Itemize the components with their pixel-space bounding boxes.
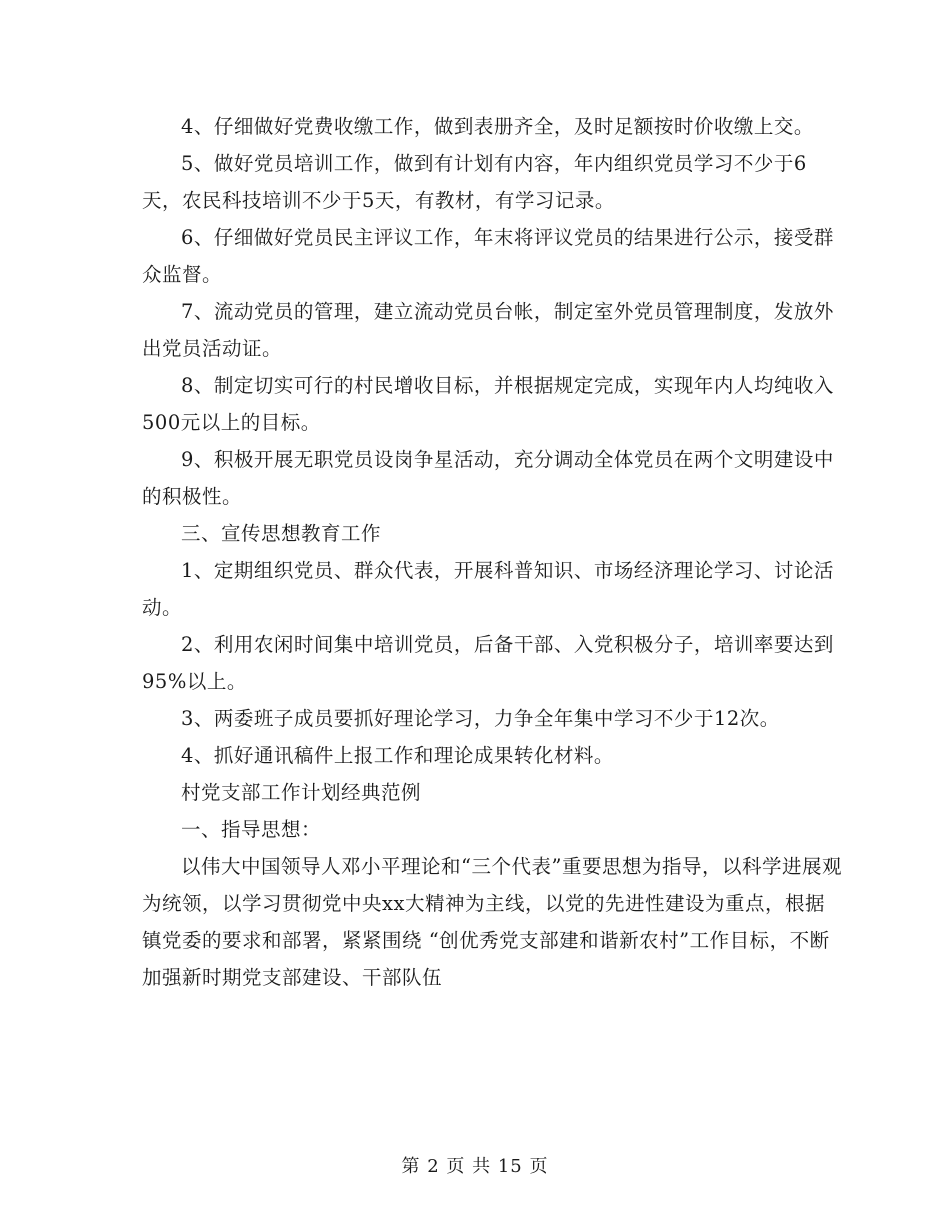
paragraph-item-3-theory-study: 3、两委班子成员要抓好理论学习，力争全年集中学习不少于12次。 <box>181 707 780 730</box>
paragraph-item-5-training: 5、做好党员培训工作，做到有计划有内容，年内组织党员学习不少于6天，农民科技培训不少于5天，有教材，有学习记录。 <box>142 152 807 212</box>
document-body <box>142 108 842 996</box>
paragraph-item-1-study: 1、定期组织党员、群众代表，开展科普知识、市场经济理论学习、讨论活动。 <box>142 559 834 619</box>
paragraph-guiding-thought-body: 以伟大中国领导人邓小平理论和“三个代表”重要思想为指导，以科学进展观为统领，以学习贯彻党中央xx大精神为主线，以党的先进性建设为重点，根据镇党委的要求和部署，紧紧围绕 “创优秀党支部建和谐新农村”工作目标，不断加强新时期党支部建设、干部队伍 <box>142 855 842 989</box>
paragraph-item-4-party-fees: 4、仔细做好党费收缴工作，做到表册齐全，及时足额按时价收缴上交。 <box>181 115 814 138</box>
document-subtitle: 村党支部工作计划经典范例 <box>181 781 422 804</box>
section-heading-guiding-thought: 一、指导思想： <box>181 818 322 841</box>
section-heading-propaganda: 三、宣传思想教育工作 <box>181 522 382 545</box>
paragraph-item-6-evaluation: 6、仔细做好党员民主评议工作，年末将评议党员的结果进行公示，接受群众监督。 <box>142 226 834 286</box>
paragraph-item-7-mobile-members: 7、流动党员的管理，建立流动党员台帐，制定室外党员管理制度，发放外出党员活动证。 <box>142 300 834 360</box>
page-number-footer: 第 2 页 共 15 页 <box>401 1156 549 1177</box>
paragraph-item-4-reporting: 4、抓好通讯稿件上报工作和理论成果转化材料。 <box>181 744 614 767</box>
paragraph-item-2-training-rate: 2、利用农闲时间集中培训党员，后备干部、入党积极分子，培训率要达到95%以上。 <box>142 633 834 693</box>
paragraph-item-9-star-activity: 9、积极开展无职党员设岗争星活动，充分调动全体党员在两个文明建设中的积极性。 <box>142 448 834 508</box>
paragraph-item-8-income-target: 8、制定切实可行的村民增收目标，并根据规定完成，实现年内人均纯收入500元以上的目标。 <box>142 374 834 434</box>
